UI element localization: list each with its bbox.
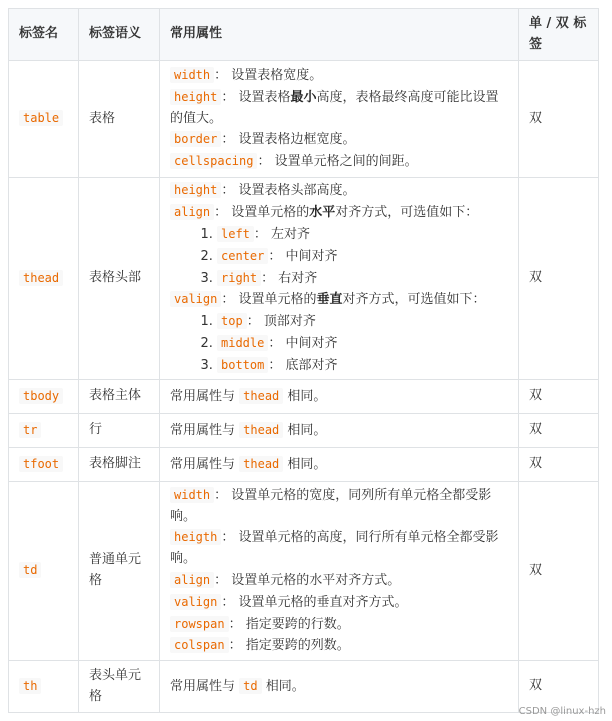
meaning-cell: 表格主体	[79, 380, 160, 414]
tag-cell	[9, 661, 79, 713]
tag-cell	[9, 448, 79, 482]
prop-line	[170, 202, 508, 224]
prop-desc: ： 设置单元格的高度，同行所有单元格全都受影响。	[170, 530, 499, 567]
prop-desc: 常用属性与	[170, 678, 236, 694]
pair-cell: 双	[519, 380, 599, 414]
prop-desc: 相同。	[287, 456, 327, 472]
prop-line	[170, 527, 508, 570]
tag-code: tr	[19, 422, 41, 438]
prop-desc: 高度，表格最终高度可能比设置的值大。	[170, 89, 499, 126]
prop-desc: ： 设置单元格的垂直对齐方式。	[221, 594, 408, 610]
prop-line	[170, 65, 508, 87]
pair-cell: 双	[519, 178, 599, 380]
prop-desc: 对齐方式，可选值如下：	[335, 205, 479, 221]
tag-table	[8, 8, 599, 713]
pair-cell: 双	[519, 482, 599, 661]
ref-code: thead	[239, 422, 283, 438]
pair-cell: 双	[519, 414, 599, 448]
prop-desc: 相同。	[265, 678, 305, 694]
header-props: 常用属性	[160, 9, 519, 61]
prop-line	[170, 635, 508, 657]
option-code: left	[217, 226, 254, 242]
tag-code: td	[19, 562, 41, 578]
table-row	[9, 414, 599, 448]
prop-bold: 垂直	[316, 292, 343, 308]
prop-desc: ： 设置单元格之间的间距。	[257, 154, 418, 170]
prop-line	[170, 129, 508, 151]
table-row	[9, 661, 599, 713]
meaning-cell: 表格	[79, 61, 160, 178]
attr-code: heigth	[170, 529, 221, 545]
prop-desc: 常用属性与	[170, 388, 236, 404]
prop-line	[170, 485, 508, 528]
meaning-cell: 普通单元格	[79, 482, 160, 661]
align-options	[170, 224, 508, 289]
option-desc: ： 左对齐	[253, 227, 311, 242]
prop-desc: ： 指定要跨的列数。	[228, 638, 350, 654]
pair-cell: 双	[519, 61, 599, 178]
tag-code: th	[19, 678, 41, 694]
pair-cell: 双	[519, 661, 599, 713]
prop-bold: 最小	[290, 89, 317, 105]
prop-desc: 对齐方式，可选值如下：	[342, 292, 486, 308]
option-desc: ： 中间对齐	[268, 335, 338, 351]
prop-bold: 水平	[309, 205, 336, 221]
prop-desc: 常用属性与	[170, 456, 236, 472]
header-tag-meaning: 标签语义	[79, 9, 160, 61]
attr-code: align	[170, 204, 214, 220]
tag-cell	[9, 178, 79, 380]
table-row	[9, 448, 599, 482]
props-cell	[160, 414, 519, 448]
prop-line	[170, 592, 508, 614]
pair-cell: 双	[519, 448, 599, 482]
ref-code: thead	[239, 456, 283, 472]
attr-code: align	[170, 572, 214, 588]
list-item	[217, 355, 508, 377]
meaning-cell: 行	[79, 414, 160, 448]
attr-code: valign	[170, 291, 221, 307]
prop-desc: ： 设置表格头部高度。	[221, 183, 356, 199]
attr-code: valign	[170, 594, 221, 610]
option-code: middle	[217, 335, 268, 351]
props-cell	[160, 380, 519, 414]
option-desc: ： 底部对齐	[268, 357, 338, 373]
props-cell	[160, 448, 519, 482]
attr-code: width	[170, 67, 214, 83]
ref-code: thead	[239, 388, 283, 404]
prop-desc: ： 设置单元格的	[221, 292, 317, 308]
watermark: CSDN @linux-hzh	[518, 706, 606, 717]
option-desc: ： 中间对齐	[268, 248, 338, 264]
prop-desc: 常用属性与	[170, 422, 236, 438]
prop-desc: ： 设置单元格的宽度，同列所有单元格全都受影响。	[170, 487, 492, 524]
prop-desc: 相同。	[287, 422, 327, 438]
option-desc: ： 右对齐	[261, 270, 318, 286]
header-tag-name: 标签名	[9, 9, 79, 61]
option-code: center	[217, 248, 268, 264]
table-row	[9, 482, 599, 661]
table-row	[9, 380, 599, 414]
option-code: top	[217, 313, 247, 329]
prop-desc: ： 设置表格	[221, 89, 291, 105]
list-item	[217, 246, 508, 268]
props-cell	[160, 661, 519, 713]
header-pair: 单 / 双 标签	[519, 9, 599, 61]
tag-code: thead	[19, 270, 63, 286]
prop-desc: ： 设置表格宽度。	[214, 68, 323, 83]
props-cell	[160, 178, 519, 380]
meaning-cell: 表格头部	[79, 178, 160, 380]
attr-code: height	[170, 89, 221, 105]
tag-cell	[9, 61, 79, 178]
tag-cell	[9, 380, 79, 414]
attr-code: cellspacing	[170, 153, 257, 169]
prop-line	[170, 151, 508, 173]
tag-code: tbody	[19, 388, 63, 404]
tag-cell	[9, 482, 79, 661]
meaning-cell: 表格脚注	[79, 448, 160, 482]
prop-desc: ： 设置单元格的水平对齐方式。	[214, 573, 401, 588]
attr-code: rowspan	[170, 616, 229, 632]
attr-code: colspan	[170, 637, 229, 653]
attr-code: border	[170, 131, 221, 147]
header-row	[9, 9, 599, 61]
table-row	[9, 178, 599, 380]
prop-desc: ： 指定要跨的行数。	[228, 616, 350, 632]
tag-cell	[9, 414, 79, 448]
prop-line	[170, 87, 508, 130]
props-cell	[160, 482, 519, 661]
tag-code: tfoot	[19, 456, 63, 472]
meaning-cell: 表头单元格	[79, 661, 160, 713]
list-item	[217, 333, 508, 355]
prop-line	[170, 570, 508, 592]
option-desc: ： 顶部对齐	[246, 314, 316, 330]
prop-desc: ： 设置单元格的	[214, 205, 310, 221]
valign-options	[170, 311, 508, 376]
list-item	[217, 268, 508, 290]
ref-code: td	[239, 678, 261, 694]
attr-code: width	[170, 487, 214, 503]
prop-desc: ： 设置表格边框宽度。	[221, 132, 356, 148]
option-code: bottom	[217, 357, 268, 373]
attr-code: height	[170, 182, 221, 198]
prop-line	[170, 614, 508, 636]
list-item	[217, 311, 508, 333]
prop-line	[170, 180, 508, 202]
props-cell	[160, 61, 519, 178]
prop-line	[170, 289, 508, 311]
prop-desc: 相同。	[287, 388, 327, 404]
list-item	[217, 224, 508, 246]
table-row	[9, 61, 599, 178]
option-code: right	[217, 270, 261, 286]
tag-code: table	[19, 110, 63, 126]
